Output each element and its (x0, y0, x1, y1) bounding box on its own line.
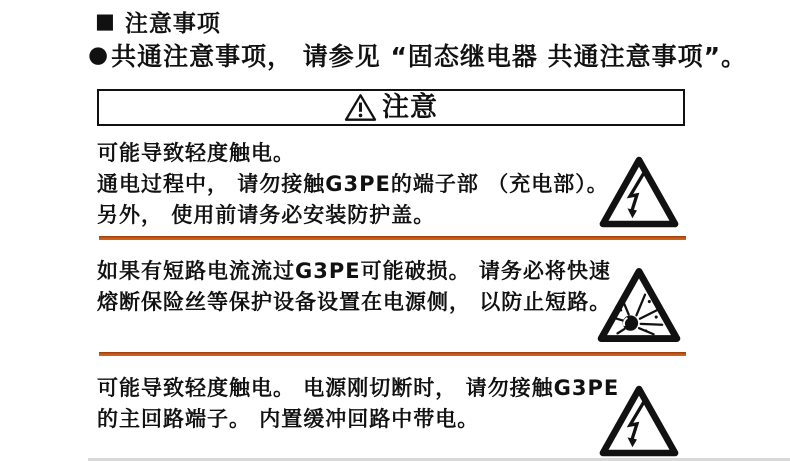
explosion-warning-icon (596, 263, 682, 347)
alert-triangle-icon (344, 93, 377, 122)
warning-section-electric-shock-1 (97, 138, 609, 231)
caution-header-box (97, 89, 685, 126)
warning-text-line: 可能导致轻度触电。 电源刚切断时， 请勿接触G3PE (97, 376, 620, 400)
electric-shock-warning-icon (598, 383, 680, 459)
circle-bullet-icon: ● (88, 41, 110, 68)
warning-text-line: 另外， 使用前请务必安装防护盖。 (97, 203, 436, 227)
warning-text-line: 的主回路端子。 内置缓冲回路中带电。 (97, 407, 480, 431)
warning-text-line: 如果有短路电流流过G3PE可能破损。 请务必将快速 (97, 259, 611, 283)
separator-line (99, 236, 686, 240)
separator-line (99, 352, 686, 356)
square-bullet-icon: ■ (95, 9, 116, 33)
common-precautions-note (88, 37, 747, 73)
caution-title: 注意 (382, 92, 438, 123)
electric-shock-warning-icon (598, 154, 680, 230)
page-title (95, 5, 221, 38)
warning-section-short-circuit (97, 256, 612, 318)
warning-text-line: 可能导致轻度触电。 (97, 141, 295, 165)
warning-text-line: 熔断保险丝等保护设备设置在电源侧， 以防止短路。 (97, 290, 612, 314)
warning-section-electric-shock-2 (97, 373, 620, 435)
common-precautions-text: 共通注意事项， 请参见 “固态继电器 共通注意事项”。 (111, 42, 748, 71)
page-title-text: 注意事项 (124, 11, 221, 37)
warning-text-line: 通电过程中， 请勿接触G3PE的端子部 （充电部）。 (97, 172, 609, 196)
